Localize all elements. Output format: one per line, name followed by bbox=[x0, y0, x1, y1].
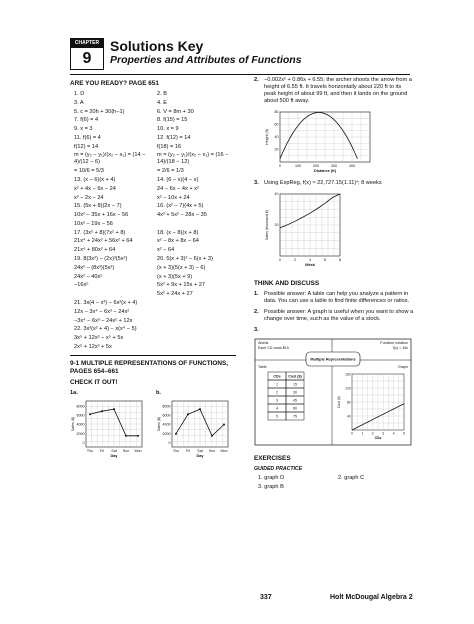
x-axis-label: Week bbox=[305, 262, 315, 267]
answer-row bbox=[70, 256, 236, 263]
answer-cell: = 10/6 = 5/3 bbox=[74, 168, 104, 175]
page-subtitle: Properties and Attributes of Functions bbox=[110, 54, 302, 66]
x-tick-label: Sat bbox=[111, 448, 117, 453]
exercise-cell bbox=[334, 484, 414, 491]
data-point bbox=[89, 413, 91, 415]
answer-row bbox=[70, 274, 236, 281]
answer-cell: 15. (5x + 8)(2x − 7) bbox=[74, 203, 122, 210]
x-tick-label: Mon bbox=[220, 448, 228, 453]
data-point bbox=[223, 423, 225, 425]
answer-cell: 5. c = 20h + 30(h−1) bbox=[74, 108, 125, 115]
answer-cell bbox=[153, 309, 236, 316]
y-tick-label: 160 bbox=[345, 372, 351, 377]
exercises-heading: EXERCISES bbox=[254, 454, 291, 462]
x-tick-label: 3 bbox=[382, 431, 385, 436]
answer-row bbox=[70, 186, 236, 193]
answer-cell bbox=[153, 300, 236, 307]
x-tick-label: Sun bbox=[208, 448, 216, 453]
x-axis-label: CDs bbox=[374, 435, 382, 440]
chart-arrow-height bbox=[264, 109, 404, 175]
book-title: Holt McDougal Algebra 2 bbox=[330, 594, 413, 601]
answer-cell: 5x² + 24x + 27 bbox=[157, 291, 193, 298]
answer-cell bbox=[153, 335, 236, 342]
answer-row bbox=[70, 265, 236, 272]
answer-row bbox=[70, 91, 236, 98]
answer-cell: 12x − 3x⁴ − 6x³ − 24x² bbox=[74, 308, 130, 315]
function-notation-text: f(x) = 15x bbox=[392, 345, 408, 350]
answer-cell: (x + 3)(5(x + 3) − 6) bbox=[157, 264, 206, 271]
answer-cell: x² − 8x + 8x − 64 bbox=[157, 238, 199, 245]
y-tick-label: 0 bbox=[168, 440, 171, 445]
answer-row bbox=[70, 221, 236, 228]
x-tick-label: Thu bbox=[86, 448, 94, 453]
answer-cell bbox=[153, 344, 236, 351]
answer-cell: 10x² − 35x + 16x − 56 bbox=[74, 212, 129, 219]
answer-cell: 21. 3x(4 − x³) − 6x²(x + 4) bbox=[74, 299, 138, 306]
y-tick-label: 60 bbox=[274, 122, 279, 127]
y-tick-label: 40 bbox=[346, 414, 351, 419]
answer-row bbox=[70, 109, 236, 116]
graphic-organizer bbox=[254, 338, 412, 446]
think-item-text: Possible answer: A graph is useful when you want to show a change over time, such as the value of a stock. bbox=[264, 308, 414, 322]
answer-row bbox=[70, 195, 236, 202]
table-cell-value: 4 bbox=[276, 406, 278, 411]
answer-row bbox=[70, 238, 236, 245]
x-tick-label: Thu bbox=[172, 448, 180, 453]
y-tick-label: 0 bbox=[82, 440, 85, 445]
answer-cell: 2. B bbox=[157, 91, 167, 97]
y-tick-label: 120 bbox=[345, 386, 351, 391]
answer-cell: (x + 3)(5x + 9) bbox=[157, 273, 193, 280]
x-tick-label: 200 bbox=[313, 163, 319, 168]
answer-row bbox=[70, 291, 236, 298]
right-column bbox=[254, 77, 414, 493]
table-header: Cost ($) bbox=[288, 374, 302, 379]
answer-cell: 11. f(6) = 4 bbox=[74, 134, 101, 141]
answer-cell: 17. (3x² + 8)(7x² + 8) bbox=[74, 229, 126, 236]
answer-row bbox=[70, 282, 236, 289]
x-tick-label: 2 bbox=[294, 257, 296, 262]
page-number: 337 bbox=[260, 594, 272, 601]
answer-cell: f(12) = 14 bbox=[74, 143, 99, 150]
x-tick-label: Fri bbox=[185, 448, 191, 453]
y-tick-label: 20 bbox=[274, 223, 279, 228]
label-a: 1a. bbox=[70, 389, 78, 396]
words-text: Each CD costs $15. bbox=[258, 345, 290, 350]
data-point bbox=[211, 435, 213, 437]
exercise-answers bbox=[254, 475, 414, 491]
y-tick-label: 8000 bbox=[76, 404, 85, 409]
left-column bbox=[70, 77, 236, 459]
problem-3 bbox=[254, 180, 414, 187]
problem-3-text: Using ExpReg, f(x) ≈ 22,727.15(1.11)ˣ; 8 weeks bbox=[264, 179, 382, 186]
answer-cell: 14. (6 − x)(4 − x) bbox=[157, 177, 199, 184]
problem-2-text: −0.002x² + 0.86x + 6.55; the archer shoots the arrow from a height of 6.55 ft. It travels horizontally about 220 ft to its peak height of about 99 ft, and then it lands on the ground about 500 ft away. bbox=[264, 77, 412, 104]
x-tick-label: 0 bbox=[279, 163, 281, 168]
header-rule bbox=[70, 74, 410, 75]
answer-cell: 12. f(12) = 14 bbox=[157, 134, 191, 141]
table-cell-value: 45 bbox=[293, 398, 297, 403]
answer-cell: 9. x = 3 bbox=[74, 126, 93, 133]
answer-cell: 13. (x − 6)(x + 4) bbox=[74, 177, 116, 184]
exercise-row bbox=[254, 475, 414, 482]
y-tick-label: 4000 bbox=[162, 422, 171, 427]
answer-row bbox=[70, 326, 236, 333]
answer-cell bbox=[153, 326, 236, 333]
think-item bbox=[254, 291, 414, 305]
chart-sales-b bbox=[156, 397, 236, 459]
chapter-number: 9 bbox=[82, 50, 92, 67]
x-tick-label: 5 bbox=[403, 431, 405, 436]
answer-cell: 6. V = 8m + 30 bbox=[157, 108, 194, 115]
think-item-number: 2. bbox=[254, 308, 259, 315]
check-heading: CHECK IT OUT! bbox=[70, 378, 118, 386]
exercise-cell: 3. graph B bbox=[258, 484, 284, 491]
answer-cell: 10x² − 19x − 56 bbox=[74, 220, 113, 227]
answer-cell: 3. A bbox=[74, 99, 84, 106]
answer-cell: 24 − 6x − 4x + x² bbox=[157, 185, 199, 192]
think-item bbox=[254, 309, 414, 323]
problem-2 bbox=[254, 77, 414, 105]
data-point bbox=[175, 433, 177, 435]
answer-cell: 19. 8(3x²) − (2x)³(5x²) bbox=[74, 256, 128, 263]
x-tick-label: 100 bbox=[295, 163, 301, 168]
center-label: Multiple Representations bbox=[310, 357, 356, 362]
answer-row bbox=[70, 177, 236, 184]
y-axis-label: Sales ($) bbox=[71, 416, 75, 432]
chapter-label: CHAPTER bbox=[71, 39, 103, 48]
answer-row bbox=[70, 126, 236, 133]
exercise-row bbox=[254, 484, 414, 491]
y-tick-label: 6000 bbox=[162, 413, 171, 418]
graph-label: Graph bbox=[398, 364, 408, 369]
answer-cell: x² + 4x − 6x − 24 bbox=[74, 185, 116, 192]
table-cell-value: 60 bbox=[293, 406, 297, 411]
answer-row bbox=[70, 168, 236, 175]
answer-cell: m = (y₂ − y₁)/(x₂ − x₁) = (14 − 4)/(12 − 6) bbox=[74, 152, 146, 166]
label-b: b. bbox=[156, 389, 161, 396]
page-title: Solutions Key bbox=[110, 38, 204, 54]
think-item-number: 3. bbox=[254, 326, 259, 333]
x-tick-label: Fri bbox=[99, 448, 105, 453]
y-tick-label: 6000 bbox=[76, 413, 85, 418]
answer-cell: x² − 64 bbox=[157, 247, 175, 254]
answer-row bbox=[70, 309, 236, 316]
data-point bbox=[137, 435, 139, 437]
answer-row bbox=[70, 144, 236, 151]
x-tick-label: Sat bbox=[197, 448, 203, 453]
y-tick-label: 80 bbox=[274, 110, 279, 115]
table-cell-value: 1 bbox=[276, 382, 278, 387]
table-header: CDs bbox=[273, 374, 281, 379]
y-tick-label: 20 bbox=[274, 147, 279, 152]
answer-row bbox=[70, 212, 236, 219]
answer-cell: 2x⁵ + 12x³ + 5x bbox=[74, 343, 112, 350]
y-axis-label: Sales (thousand $) bbox=[265, 209, 269, 240]
data-point bbox=[125, 435, 127, 437]
table-cell-value: 3 bbox=[276, 398, 278, 403]
y-tick-label: 40 bbox=[274, 135, 279, 140]
answer-row bbox=[70, 335, 236, 342]
y-axis-label: Sales ($) bbox=[157, 416, 161, 432]
answer-row bbox=[70, 230, 236, 237]
exercise-cell: 1. graph D bbox=[258, 475, 285, 482]
problem-2-number: 2. bbox=[254, 77, 259, 83]
y-tick-label: 8000 bbox=[162, 404, 171, 409]
x-tick-label: 0 bbox=[279, 257, 281, 262]
answer-cell: −16x⁵ bbox=[74, 282, 89, 289]
section-heading: 9-1 MULTIPLE REPRESENTATIONS OF FUNCTIONS, PAGES 654–661 bbox=[70, 359, 228, 375]
think-heading: THINK AND DISCUSS bbox=[254, 279, 320, 287]
table-cell-value: 15 bbox=[293, 382, 297, 387]
answer-cell: 4. E bbox=[157, 99, 167, 106]
section-divider bbox=[70, 355, 236, 356]
table-cell-value: 2 bbox=[276, 390, 278, 395]
x-tick-label: 300 bbox=[331, 163, 337, 168]
x-tick-label: 4 bbox=[392, 431, 395, 436]
x-tick-label: 4 bbox=[309, 257, 311, 262]
answer-cell: 1. D bbox=[74, 91, 85, 97]
y-axis-label: Height (ft) bbox=[265, 129, 269, 145]
think-item-text: Possible answer: A table can help you analyze a pattern in data. You can use a table to find finite differences or ratios. bbox=[264, 290, 410, 304]
x-axis-label: Day bbox=[196, 453, 204, 458]
x-tick-label: 2 bbox=[371, 431, 374, 436]
check-charts bbox=[70, 397, 236, 459]
answer-cell: 21x⁴ + 80x² + 64 bbox=[74, 247, 116, 254]
x-tick-label: Sun bbox=[122, 448, 130, 453]
x-tick-label: 8 bbox=[339, 257, 341, 262]
answer-row bbox=[70, 247, 236, 254]
answer-cell bbox=[70, 291, 153, 298]
answer-row bbox=[70, 203, 236, 210]
function-notation-label: Function notation bbox=[380, 340, 408, 345]
answer-cell bbox=[153, 221, 236, 228]
answer-row bbox=[70, 135, 236, 142]
x-tick-label: Mon bbox=[134, 448, 142, 453]
answer-row bbox=[70, 117, 236, 124]
answer-cell: 7. f(6) = 4 bbox=[74, 117, 99, 124]
series-line bbox=[280, 112, 357, 158]
table-cell-value: 30 bbox=[293, 390, 297, 395]
answer-cell: 16. (x² − 7)(4x + 5) bbox=[157, 203, 204, 210]
answer-cell: 8. f(15) = 15 bbox=[157, 117, 188, 124]
x-tick-label: 0 bbox=[351, 431, 353, 436]
table-cell-value: 75 bbox=[293, 414, 297, 419]
ready-answers bbox=[70, 91, 236, 351]
answer-cell: = 2/6 = 1/3 bbox=[157, 168, 184, 175]
answer-cell: 5x² + 9x + 15x + 27 bbox=[157, 282, 206, 289]
ready-heading: ARE YOU READY? PAGE 651 bbox=[70, 80, 159, 87]
answer-cell: 21x⁴ + 24x² + 56x² + 64 bbox=[74, 238, 133, 245]
answer-cell: f(18) = 16 bbox=[157, 143, 182, 150]
answer-row bbox=[70, 318, 236, 325]
x-axis-label: Distance (ft) bbox=[314, 168, 336, 173]
think-list bbox=[254, 291, 414, 334]
data-point bbox=[199, 408, 201, 410]
y-tick-label: 4000 bbox=[76, 422, 85, 427]
x-tick-label: 1 bbox=[361, 431, 364, 436]
answer-cell: −3x⁴ − 6x³ − 24x² + 12x bbox=[74, 317, 133, 324]
answer-cell: 10. x = 9 bbox=[157, 126, 179, 133]
y-tick-label: 40 bbox=[274, 192, 279, 197]
y-tick-label: 2000 bbox=[76, 431, 85, 436]
answer-cell: 24x² − 40x⁵ bbox=[74, 273, 103, 280]
exercise-cell: 2. graph C bbox=[338, 475, 365, 482]
x-tick-label: 6 bbox=[324, 257, 326, 262]
problem-3-number: 3. bbox=[254, 179, 259, 186]
answer-row bbox=[70, 300, 236, 307]
chart-weekly-sales bbox=[264, 191, 384, 271]
data-point bbox=[113, 408, 115, 410]
think-item bbox=[254, 327, 414, 334]
y-tick-label: 2000 bbox=[162, 431, 171, 436]
y-axis-label: Cost ($) bbox=[337, 395, 341, 408]
answer-row bbox=[70, 344, 236, 351]
answer-cell: 4x³ + 5x² − 28x − 35 bbox=[157, 212, 207, 219]
y-tick-label: 80 bbox=[346, 400, 351, 405]
check-labels bbox=[70, 390, 236, 397]
answer-cell: 20. 5(x + 3)² − 6(x + 3) bbox=[157, 256, 213, 263]
answer-cell: 22. 3x³(x² + 4) − x(x⁴ − 5) bbox=[74, 326, 137, 333]
answer-cell: x² − 10x + 24 bbox=[157, 194, 190, 201]
answer-cell: m = (y₂ − y₁)/(x₂ − x₁) = (16 − 14)/(18 − 12) bbox=[157, 152, 229, 166]
answer-row bbox=[70, 152, 236, 166]
x-axis-label: Day bbox=[110, 453, 118, 458]
answer-cell bbox=[153, 318, 236, 325]
x-tick-label: 400 bbox=[349, 163, 355, 168]
chapter-badge bbox=[70, 38, 104, 70]
chapter-header bbox=[70, 38, 410, 72]
answer-cell: x² − 2x − 24 bbox=[74, 194, 104, 201]
think-item-number: 1. bbox=[254, 290, 259, 297]
answer-cell: 3x⁵ + 12x³ − x⁵ + 5x bbox=[74, 335, 124, 342]
words-label: Words bbox=[258, 340, 269, 345]
table-label: Table bbox=[258, 364, 267, 369]
data-point bbox=[187, 413, 189, 415]
answer-row bbox=[70, 100, 236, 107]
chart-sales-a bbox=[70, 397, 150, 459]
table-cell-value: 5 bbox=[276, 414, 278, 419]
guided-practice-heading: GUIDED PRACTICE bbox=[254, 465, 303, 472]
answer-cell: 18. (x − 8)(x + 8) bbox=[157, 229, 199, 236]
data-point bbox=[101, 410, 103, 412]
answer-cell: 24x² − (8x³)(5x²) bbox=[74, 264, 115, 271]
